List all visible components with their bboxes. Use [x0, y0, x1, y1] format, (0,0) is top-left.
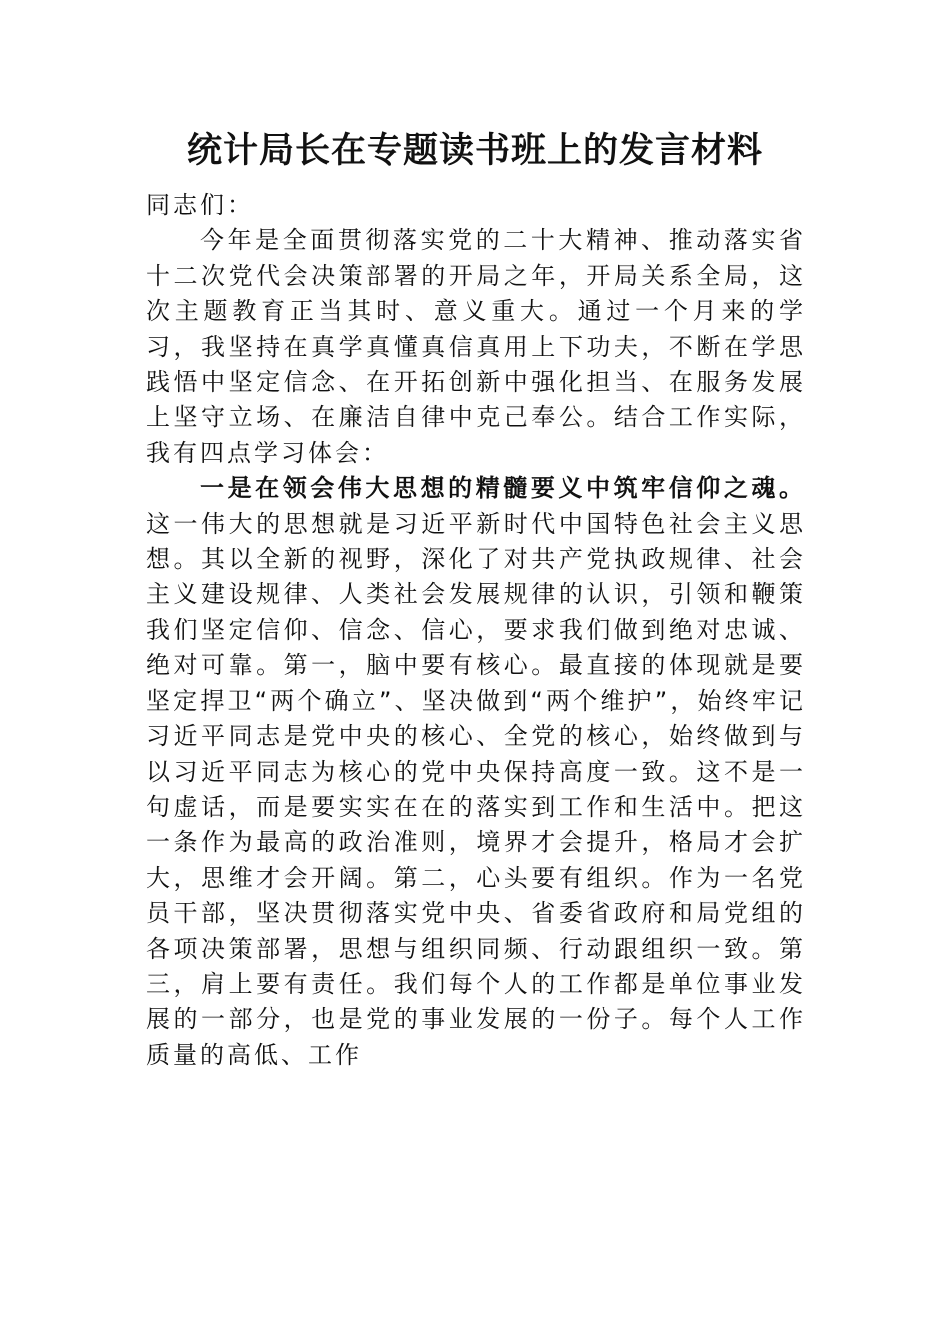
paragraph-1: 今年是全面贯彻落实党的二十大精神、推动落实省十二次党代会决策部署的开局之年，开局关系全局，这次主题教育正当其时、意义重大。通过一个月来的学习，我坚持在真学真懂真信真用上下功夫，不断在学思践悟中坚定信念、在开拓创新中强化担当、在服务发展上坚守立场、在廉洁自律中克己奉公。结合工作实际，我有四点学习体会：	[146, 226, 806, 467]
paragraph-2	[146, 471, 806, 1073]
salutation: 同志们：	[146, 191, 254, 219]
document-title: 统计局长在专题读书班上的发言材料	[186, 130, 763, 171]
paragraph-2-body: 这一伟大的思想就是习近平新时代中国特色社会主义思想。其以全新的视野，深化了对共产党执政规律、社会主义建设规律、人类社会发展规律的认识，引领和鞭策我们坚定信仰、信念、信心，要求我们做到绝对忠诚、绝对可靠。第一，脑中要有核心。最直接的体现就是要坚定捍卫“两个确立”、坚决做到“两个维护”，始终牢记习近平同志是党中央的核心、全党的核心，始终做到与以习近平同志为核心的党中央保持高度一致。这不是一句虚话，而是要实实在在的落实到工作和生活中。把这一条作为最高的政治准则，境界才会提升，格局才会扩大，思维才会开阔。第二，心头要有组织。作为一名党员干部，坚决贯彻落实党中央、省委省政府和局党组的各项决策部署，思想与组织同频、行动跟组织一致。第三，肩上要有责任。我们每个人的工作都是单位事业发展的一部分，也是党的事业发展的一份子。每个人工作质量的高低、工作	[146, 509, 806, 1069]
document-body	[146, 188, 806, 1073]
paragraph-2-lead-sentence: 一是在领会伟大思想的精髓要义中筑牢信仰之魂。	[200, 474, 806, 503]
